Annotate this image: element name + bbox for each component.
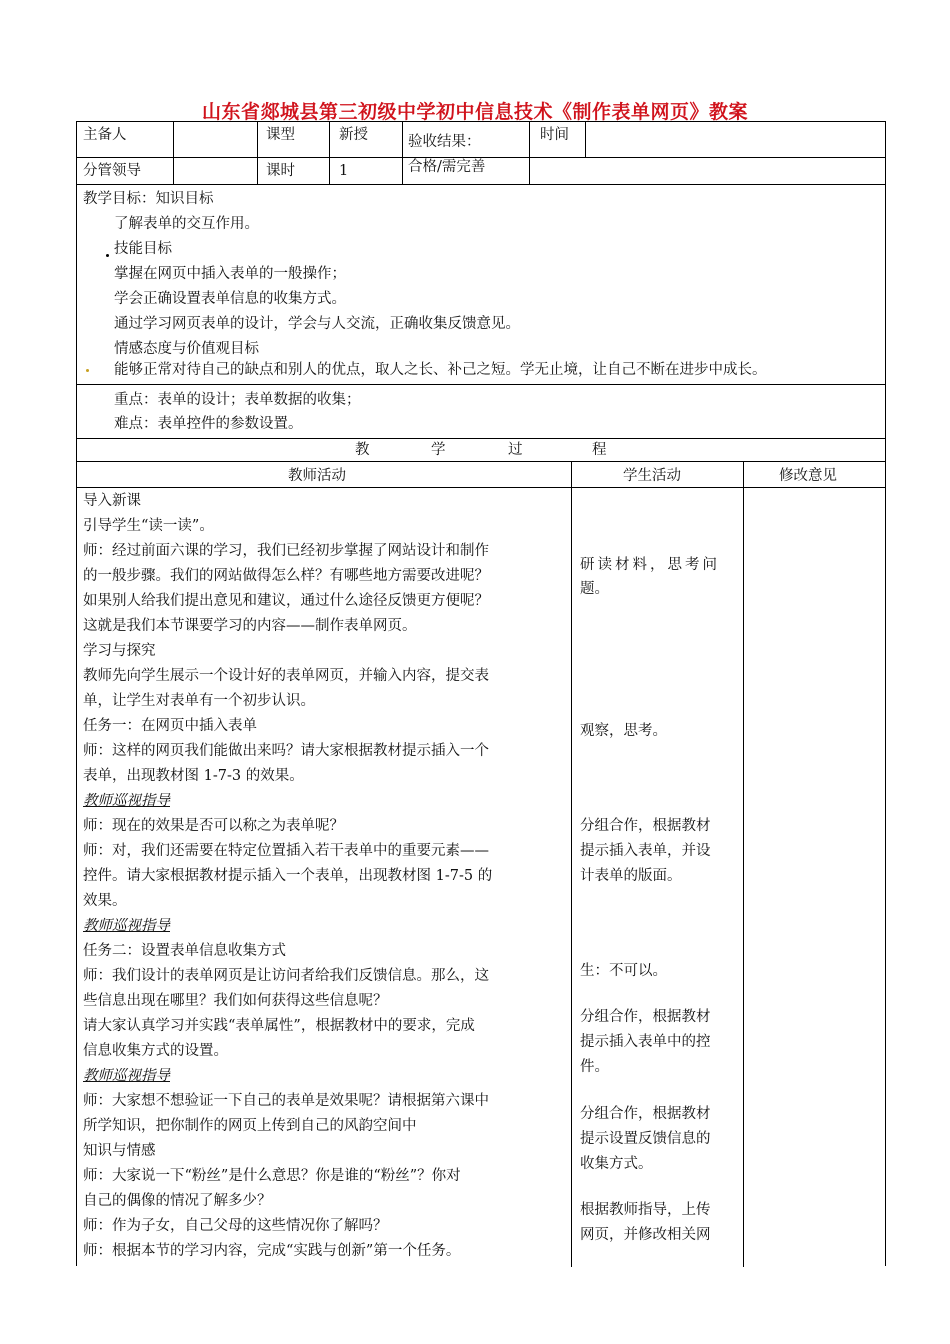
teacher-line: 表单，出现教材图 1-7-3 的效果。 bbox=[83, 768, 304, 784]
teacher-line: 知识与情感 bbox=[83, 1143, 156, 1159]
student-line: 分组合作，根据教材 bbox=[580, 818, 711, 834]
marker-dot bbox=[86, 369, 89, 372]
student-line: 根据教师指导，上传 bbox=[580, 1202, 711, 1218]
col-divider bbox=[173, 122, 174, 184]
teacher-line: 师：这样的网页我们能做出来吗？请大家根据教材提示插入一个 bbox=[83, 743, 489, 759]
student-line: 网页，并修改相关网 bbox=[580, 1227, 711, 1243]
col-divider bbox=[743, 461, 744, 1267]
teacher-line: 师：经过前面六课的学习，我们已经初步掌握了网站设计和制作 bbox=[83, 543, 489, 559]
col-divider bbox=[257, 122, 258, 184]
row-divider bbox=[77, 184, 885, 185]
row-divider bbox=[77, 487, 885, 488]
difficult-point: 难点：表单控件的参数设置。 bbox=[114, 416, 303, 432]
teacher-guidance-note: 教师巡视指导 bbox=[83, 918, 170, 934]
kexing-value: 新授 bbox=[339, 127, 368, 143]
row-divider bbox=[77, 384, 885, 385]
yanshou-label: 验收结果： bbox=[408, 134, 481, 150]
teacher-guidance-note: 教师巡视指导 bbox=[83, 793, 170, 809]
student-line: 提示设置反馈信息的 bbox=[580, 1131, 711, 1147]
zhubei-label: 主备人 bbox=[83, 127, 127, 143]
teacher-line: 师：作为子女，自己父母的这些情况你了解吗？ bbox=[83, 1218, 388, 1234]
student-line: 提示插入表单中的控 bbox=[580, 1034, 711, 1050]
teacher-line: 信息收集方式的设置。 bbox=[83, 1043, 228, 1059]
teacher-line: 的一般步骤。我们的网站做得怎么样？有哪些地方需要改进呢？ bbox=[83, 568, 489, 584]
teacher-line: 师：大家想不想验证一下自己的表单是效果呢？请根据第六课中 bbox=[83, 1093, 489, 1109]
teacher-line: 教师先向学生展示一个设计好的表单网页，并输入内容，提交表 bbox=[83, 668, 489, 684]
document-title: 山东省郯城县第三初级中学初中信息技术《制作表单网页》教案 bbox=[201, 101, 748, 123]
student-line: 观察，思考。 bbox=[580, 723, 667, 739]
teacher-line: 单，让学生对表单有一个初步认识。 bbox=[83, 693, 315, 709]
teacher-line: 任务一：在网页中插入表单 bbox=[83, 718, 257, 734]
row-divider bbox=[77, 438, 885, 439]
teacher-line: 师：我们设计的表单网页是让访问者给我们反馈信息。那么，这 bbox=[83, 968, 489, 984]
student-line: 提示插入表单，并设 bbox=[580, 843, 711, 859]
fenguan-label: 分管领导 bbox=[83, 163, 141, 179]
teacher-line: 所学知识，把你制作的网页上传到自己的风韵空间中 bbox=[83, 1118, 417, 1134]
col-header-revise: 修改意见 bbox=[779, 468, 837, 484]
teacher-line: 这就是我们本节课要学习的内容——制作表单网页。 bbox=[83, 618, 417, 634]
teacher-line: 任务二：设置表单信息收集方式 bbox=[83, 943, 286, 959]
process-heading-char: 过 bbox=[508, 442, 523, 458]
teacher-line: 师：对，我们还需要在特定位置插入若干表单中的重要元素—— bbox=[83, 843, 489, 859]
teacher-line: 师：根据本节的学习内容，完成“实践与创新”第一个任务。 bbox=[83, 1243, 461, 1259]
objective-item: 通过学习网页表单的设计，学会与人交流，正确收集反馈意见。 bbox=[114, 316, 520, 332]
student-line: 分组合作，根据教材 bbox=[580, 1009, 711, 1025]
teacher-guidance-note: 教师巡视指导 bbox=[83, 1068, 170, 1084]
col-header-student: 学生活动 bbox=[623, 468, 681, 484]
bullet-dot bbox=[106, 254, 109, 257]
student-line: 生：不可以。 bbox=[580, 963, 667, 979]
row-divider bbox=[77, 461, 885, 462]
kexing-label: 课型 bbox=[266, 127, 295, 143]
key-point: 重点：表单的设计；表单数据的收集； bbox=[114, 392, 361, 408]
process-heading-char: 程 bbox=[592, 442, 607, 458]
col-divider bbox=[529, 122, 530, 184]
keshi-label: 课时 bbox=[266, 163, 295, 179]
student-line: 计表单的版面。 bbox=[580, 868, 682, 884]
yanshou-value: 合格/需完善 bbox=[408, 159, 486, 175]
teacher-line: 师：现在的效果是否可以称之为表单呢？ bbox=[83, 818, 344, 834]
objective-subheading: 技能目标 bbox=[114, 241, 172, 257]
teacher-line: 导入新课 bbox=[83, 493, 141, 509]
teacher-line: 控件。请大家根据教材提示插入一个表单，出现教材图 1-7-5 的 bbox=[83, 868, 493, 884]
objective-item: 掌握在网页中插入表单的一般操作； bbox=[114, 266, 346, 282]
process-heading-char: 教 bbox=[355, 442, 370, 458]
student-line: 件。 bbox=[580, 1059, 609, 1075]
process-heading-char: 学 bbox=[431, 442, 446, 458]
student-line: 收集方式。 bbox=[580, 1156, 653, 1172]
teacher-line: 如果别人给我们提出意见和建议，通过什么途径反馈更方便呢？ bbox=[83, 593, 489, 609]
teacher-line: 请大家认真学习并实践“表单属性”，根据教材中的要求，完成 bbox=[83, 1018, 475, 1034]
teacher-activity bbox=[83, 489, 492, 1264]
col-divider bbox=[571, 461, 572, 1267]
objective-item: 能够正常对待自己的缺点和别人的优点，取人之长、补己之短。学无止境，让自己不断在进步中成长。 bbox=[114, 362, 767, 378]
objective-heading: 教学目标：知识目标 bbox=[83, 191, 214, 207]
col-divider bbox=[329, 122, 330, 184]
teacher-line: 引导学生“读一读”。 bbox=[83, 518, 214, 534]
teacher-line: 自己的偶像的情况了解多少？ bbox=[83, 1193, 272, 1209]
col-divider bbox=[402, 122, 403, 184]
teacher-line: 学习与探究 bbox=[83, 643, 156, 659]
objective-item: 了解表单的交互作用。 bbox=[114, 216, 259, 232]
teacher-line: 些信息出现在哪里？我们如何获得这些信息呢？ bbox=[83, 993, 388, 1009]
student-line: 分组合作，根据教材 bbox=[580, 1106, 711, 1122]
objective-subheading: 情感态度与价值观目标 bbox=[114, 341, 259, 357]
teacher-line: 师：大家说一下“粉丝”是什么意思？你是谁的“粉丝”？你对 bbox=[83, 1168, 461, 1184]
student-line: 题。 bbox=[580, 581, 609, 597]
student-line: 研读材料，思考问 bbox=[580, 557, 720, 573]
keshi-value: 1 bbox=[339, 163, 349, 179]
teacher-line: 效果。 bbox=[83, 893, 127, 909]
col-header-teacher: 教师活动 bbox=[288, 468, 346, 484]
shijian-label: 时间 bbox=[540, 127, 569, 143]
col-divider bbox=[585, 122, 586, 157]
objective-item: 学会正确设置表单信息的收集方式。 bbox=[114, 291, 346, 307]
